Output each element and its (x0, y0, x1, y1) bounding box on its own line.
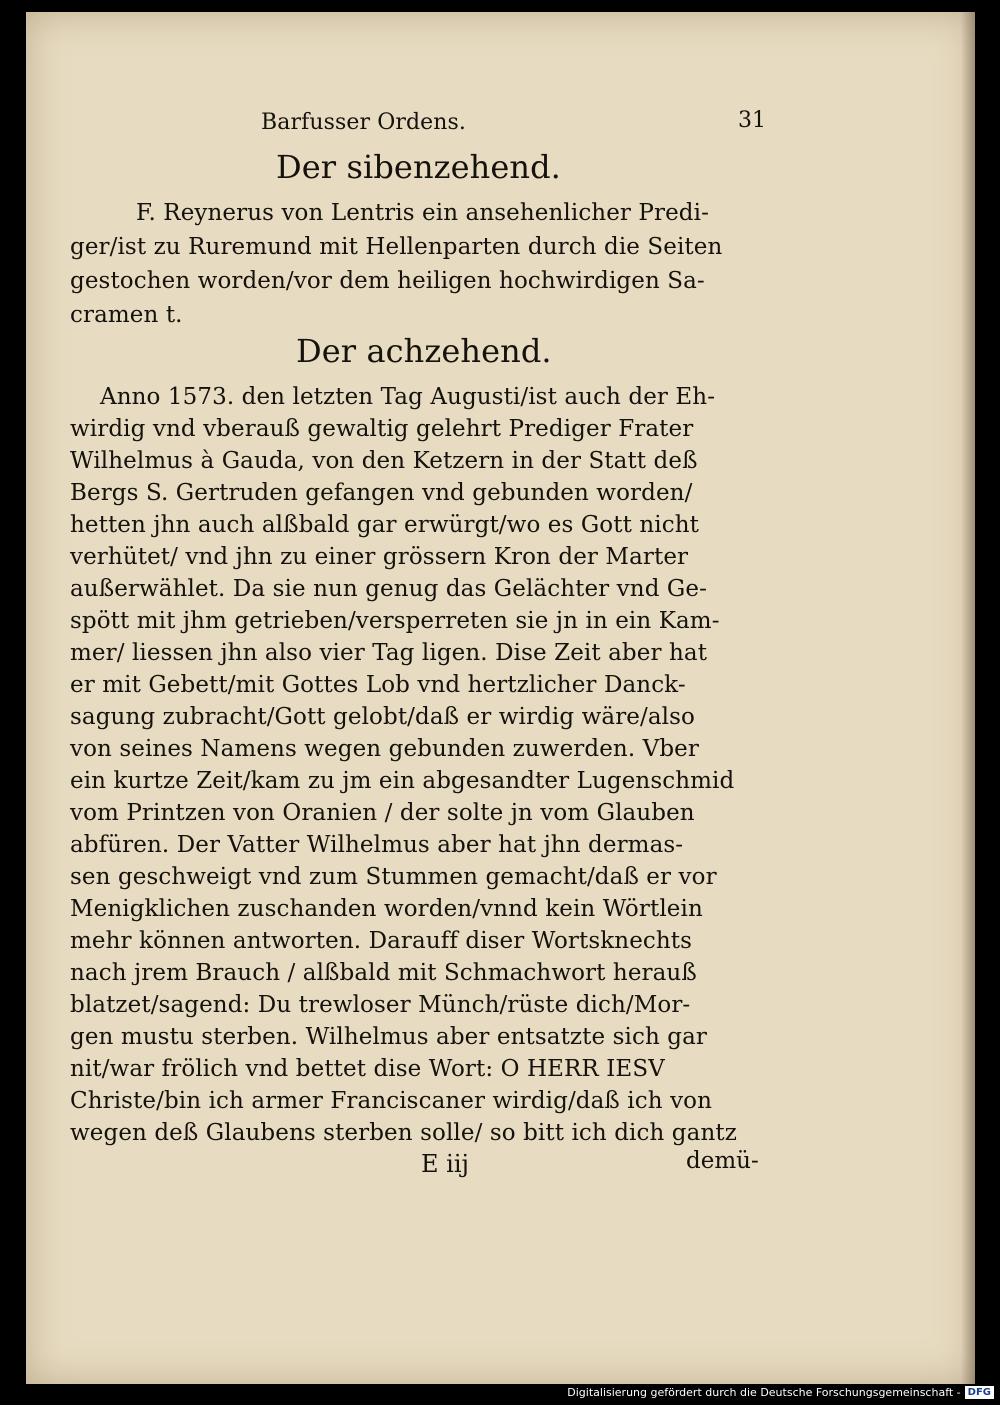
text-line: hetten jhn auch alßbald gar erwürgt/wo es Gott nicht (70, 512, 699, 538)
text-line: spött mit jhm getrieben/versperreten sie jn in ein Kam- (70, 608, 720, 634)
text-line: gen mustu sterben. Wilhelmus aber entsatzte sich gar (70, 1024, 707, 1050)
text-line: abfüren. Der Vatter Wilhelmus aber hat jhn dermas- (70, 832, 684, 858)
text-line: Menigklichen zuschanden worden/vnnd kein Wörtlein (70, 896, 703, 922)
text-line: blatzet/sagend: Du trewloser Münch/rüste dich/Mor- (70, 992, 691, 1018)
book-page (26, 12, 975, 1384)
text-line: außerwählet. Da sie nun genug das Gelächter vnd Ge- (70, 576, 707, 602)
text-line: er mit Gebett/mit Gottes Lob vnd hertzlicher Danck- (70, 672, 686, 698)
text-line: nit/war frölich vnd bettet dise Wort: O HERR IESV (70, 1056, 665, 1082)
text-line: Wilhelmus à Gauda, von den Ketzern in der Statt deß (70, 448, 698, 474)
text-line: Bergs S. Gertruden gefangen vnd gebunden worden/ (70, 480, 693, 506)
credit-text: Digitalisierung gefördert durch die Deutsche Forschungsgemeinschaft - (567, 1385, 961, 1399)
page-number: 31 (738, 108, 766, 133)
section-heading-17: Der sibenzehend. (276, 148, 561, 186)
text-line: sagung zubracht/Gott gelobt/daß er wirdig wäre/also (70, 704, 695, 730)
text-line: wegen deß Glaubens sterben solle/ so bitt ich dich gantz (70, 1120, 737, 1146)
text-line: ger/ist zu Ruremund mit Hellenparten durch die Seiten (70, 234, 723, 260)
running-head: Barfusser Ordens. (261, 110, 467, 135)
text-line: cramen t. (70, 302, 183, 328)
section-heading-18: Der achzehend. (296, 332, 552, 370)
text-line: ein kurtze Zeit/kam zu jm ein abgesandter Lugenschmid (70, 768, 735, 794)
text-line: sen geschweigt vnd zum Stummen gemacht/daß er vor (70, 864, 717, 890)
page-gutter-shadow (961, 12, 975, 1384)
text-line: wirdig vnd vberauß gewaltig gelehrt Prediger Frater (70, 416, 694, 442)
text-line: mehr können antworten. Darauff diser Wortsknechts (70, 928, 693, 954)
text-line: Anno 1573. den letzten Tag Augusti/ist auch der Eh- (100, 384, 716, 410)
signature-mark: E iij (421, 1150, 469, 1178)
catchword: demü- (686, 1148, 759, 1174)
text-line: gestochen worden/vor dem heiligen hochwirdigen Sa- (70, 268, 705, 294)
text-line: F. Reynerus von Lentris ein ansehenlicher Predi- (136, 200, 709, 226)
digitization-credit (567, 1383, 994, 1401)
dfg-logo: DFG (965, 1386, 994, 1399)
text-line: Christe/bin ich armer Franciscaner wirdig/daß ich von (70, 1088, 713, 1114)
text-line: von seines Namens wegen gebunden zuwerden. Vber (70, 736, 699, 762)
text-line: vom Printzen von Oranien / der solte jn vom Glauben (70, 800, 695, 826)
text-line: verhütet/ vnd jhn zu einer grössern Kron der Marter (70, 544, 689, 570)
text-line: mer/ liessen jhn also vier Tag ligen. Dise Zeit aber hat (70, 640, 708, 666)
text-line: nach jrem Brauch / alßbald mit Schmachwort herauß (70, 960, 697, 986)
